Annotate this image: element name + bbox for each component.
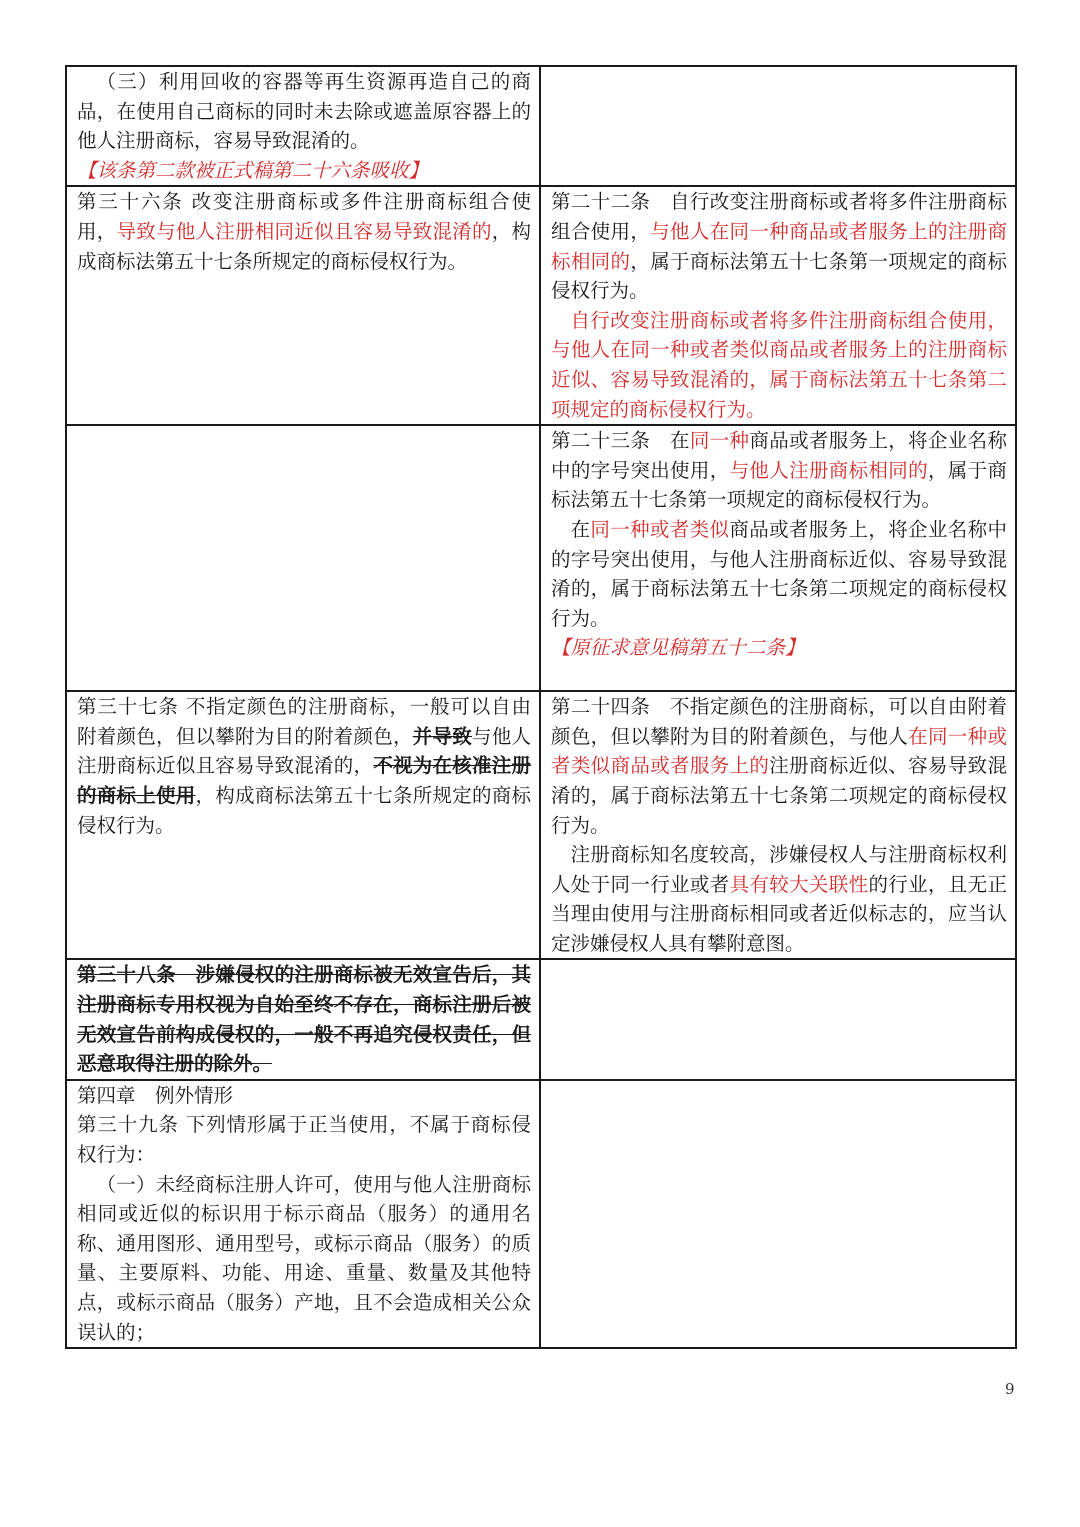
table-row [66,425,1016,691]
article-22-para-2: 自行改变注册商标或者将多件注册商标组合使用，与他人在同一种或者类似商品或者服务上的注册商标近似、容易导致混淆的，属于商标法第五十七条第二项规定的商标侵权行为。 [551,308,1007,421]
editor-note: 【原征求意见稿第五十二条】 [551,636,805,660]
deleted-text: 不视为在核准注册的商标上使用 [77,754,531,807]
right-cell [540,959,1016,1079]
deleted-text: 并导致 [412,724,472,748]
table-row [66,186,1016,425]
article-22-text: 第二十二条 自行改变注册商标或者将多件注册商标组合使用，与他人在同一种商品或者服务上的注册商标相同的，属于商标法第五十七条第一项规定的商标侵权行为。 [551,190,1007,303]
left-cell [66,959,540,1079]
table-row [66,1080,1016,1348]
left-cell [66,1080,540,1348]
chapter-heading: 第四章 例外情形 [77,1083,234,1107]
highlighted-text: 导致与他人注册相同近似且容易导致混淆的 [116,219,492,243]
left-cell [66,66,540,186]
page-number: 9 [1005,1380,1015,1398]
article-24-text: 第二十四条 不指定颜色的注册商标，可以自由附着颜色，但以攀附为目的附着颜色，与他人在同一种或者类似商品或者服务上的注册商标近似、容易导致混淆的，属于商标法第五十七条第二项规定的商标侵权行为。 [551,695,1007,837]
comparison-table [65,65,1017,1349]
right-cell [540,66,1016,186]
highlighted-text: 同一种 [689,429,750,453]
article-39-text: 第三十九条 下列情形属于正当使用，不属于商标侵权行为： [77,1113,531,1167]
article-23-text: 第二十三条 在同一种商品或者服务上，将企业名称中的字号突出使用，与他人注册商标相同的，属于商标法第五十七条第一项规定的商标侵权行为。 [551,429,1007,512]
article-23-para-2: 在同一种或者类似商品或者服务上，将企业名称中的字号突出使用，与他人注册商标近似、容易导致混淆的，属于商标法第五十七条第二项规定的商标侵权行为。 [551,517,1007,630]
left-cell [66,691,540,959]
article-24-para-2: 注册商标知名度较高，涉嫌侵权人与注册商标权利人处于同一行业或者具有较大关联性的行业，且无正当理由使用与注册商标相同或者近似标志的，应当认定涉嫌侵权人具有攀附意图。 [551,843,1007,955]
highlighted-text: 具有较大关联性 [729,872,869,896]
highlighted-text: 与他人在同一种商品或者服务上的注册商标相同的 [551,219,1007,273]
article-36-text: 第三十六条 改变注册商标或多件注册商标组合使用，导致与他人注册相同近似且容易导致混淆的，构成商标法第五十七条所规定的商标侵权行为。 [77,190,531,273]
article-37-text: 第三十七条 不指定颜色的注册商标，一般可以自由附着颜色，但以攀附为目的附着颜色，并导致与他人注册商标近似且容易导致混淆的，不视为在核准注册的商标上使用，构成商标法第五十七条所规定的商标侵权行为。 [77,695,531,837]
article-39-item-1: （一）未经商标注册人许可，使用与他人注册商标相同或近似的标识用于标示商品（服务）的通用名称、通用图形、通用型号，或标示商品（服务）的质量、主要原料、功能、用途、重量、数量及其他特点，或标示商品（服务）产地，且不会造成相关公众误认的； [77,1172,531,1344]
right-cell [540,186,1016,425]
item-three-text: （三）利用回收的容器等再生资源再造自己的商品，在使用自己商标的同时未去除或遮盖原容器上的他人注册商标，容易导致混淆的。 [77,70,531,153]
right-cell [540,425,1016,691]
table-row [66,959,1016,1079]
table-row [66,691,1016,959]
highlighted-text: 在同一种或者类似商品或者服务上的 [551,724,1007,778]
editor-note: 【该条第二款被正式稿第二十六条吸收】 [77,158,429,182]
table-row [66,66,1016,186]
highlighted-text: 与他人注册商标相同的 [729,458,928,482]
deleted-article-38: 第三十八条 涉嫌侵权的注册商标被无效宣告后，其注册商标专用权视为自始至终不存在，商标注册后被无效宣告前构成侵权的，一般不再追究侵权责任，但恶意取得注册的除外。 [77,963,531,1076]
left-cell [66,425,540,691]
right-cell [540,691,1016,959]
left-cell [66,186,540,425]
right-cell [540,1080,1016,1348]
highlighted-text: 同一种或者类似 [590,517,730,541]
